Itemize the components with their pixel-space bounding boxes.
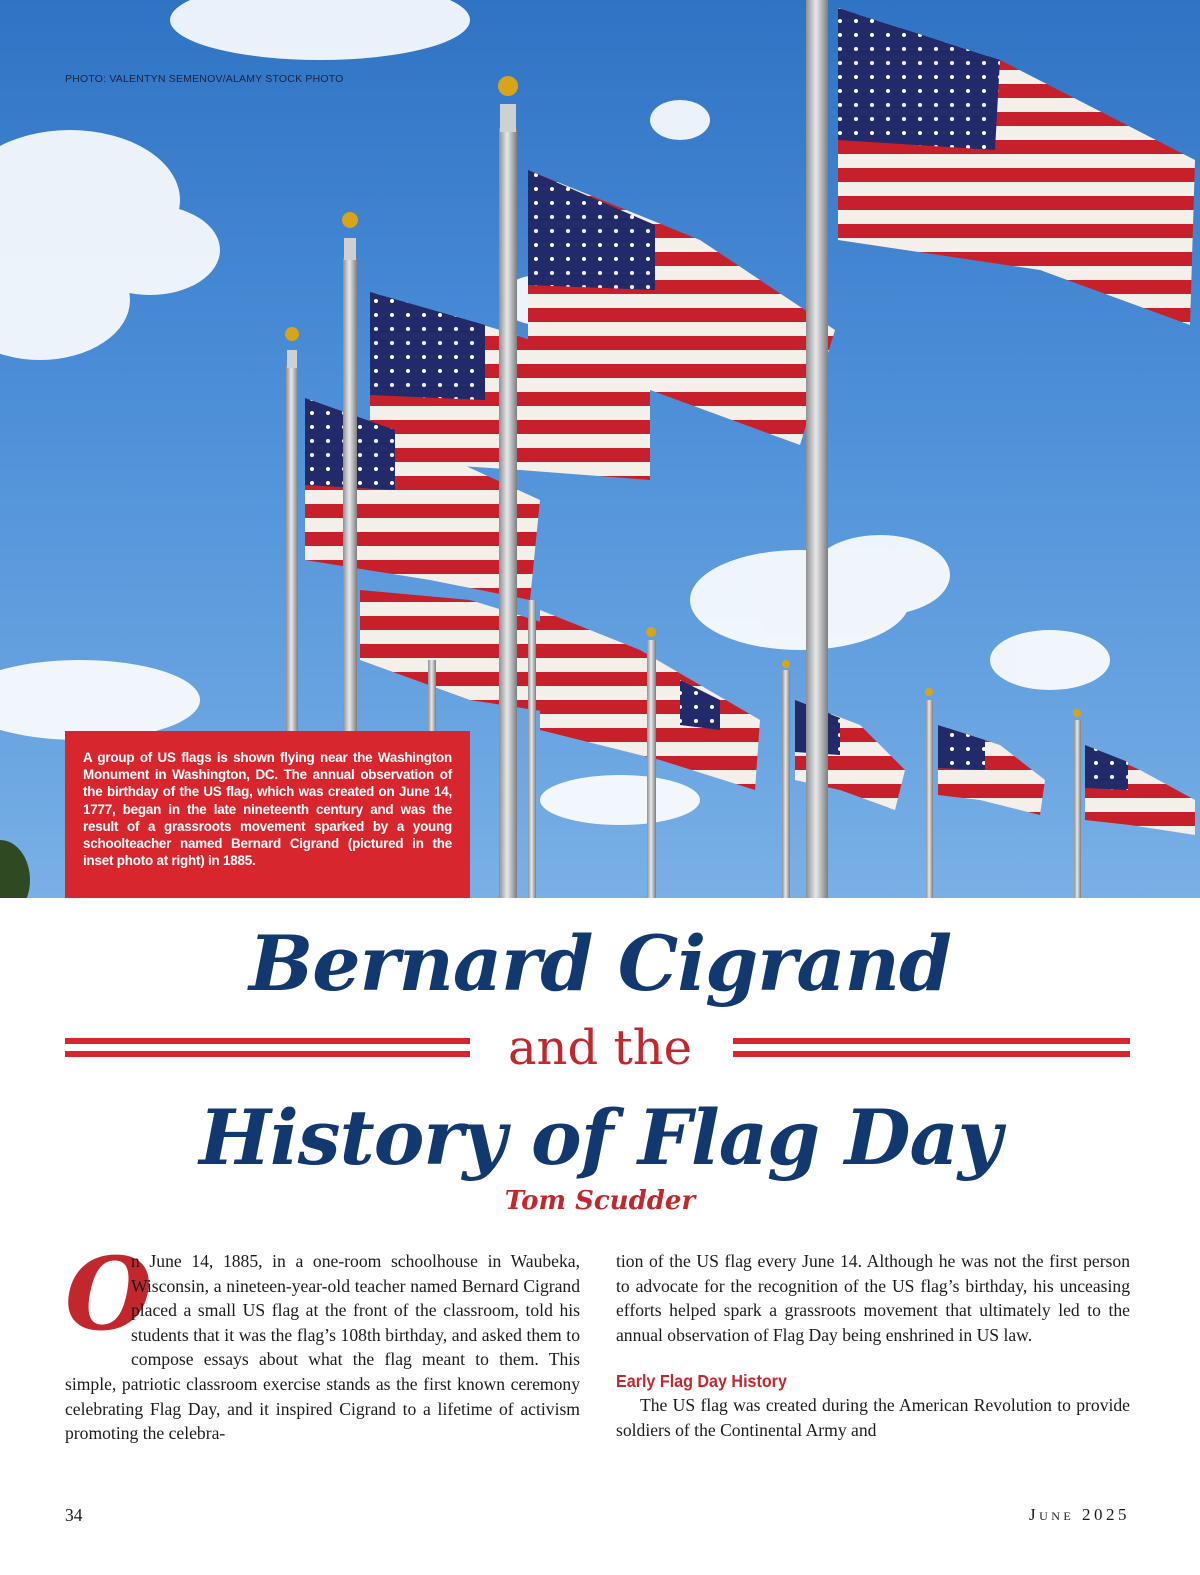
article-column-right xyxy=(616,1249,1130,1443)
drop-cap: O xyxy=(65,1235,153,1353)
byline: Tom Scudder xyxy=(504,1186,696,1216)
photo-credit: PHOTO: VALENTYN SEMENOV/ALAMY STOCK PHOTO xyxy=(65,73,344,85)
paragraph: tion of the US flag every June 14. Although he was not the first person to advocate for the recognition of the US flag’s birthday, his unceasing efforts helped spark a grassroots movement that ultimately led to the annual observation of Flag Day being enshrined in US law. xyxy=(616,1251,1130,1345)
photo-caption-box xyxy=(65,731,470,898)
article-column-left xyxy=(65,1235,580,1446)
title-rule-right xyxy=(733,1038,1130,1058)
photo-caption: A group of US flags is shown flying near the Washington Monument in Washington, DC. The annual observation of the birthday of the US flag, which was created on June 14, 1777, began in the late nineteenth century and was the result of a grassroots movement sparked by a young schoolteacher named Bernard Cigrand (pictured in the inset photo at right) in 1885. xyxy=(83,750,452,869)
foliage xyxy=(0,840,30,898)
paragraph-text: n June 14, 1885, in a one-room schoolhouse in Waubeka, Wisconsin, a nineteen-year-old teacher named Bernard Cigrand placed a small US flag at the front of the classroom, told his students that it was the flag’s 108th birthday, and asked them to compose essays about what the flag meant to them. This simple, patriotic classroom exercise stands as the first known ceremony celebrating Flag Day, and it inspired Cigrand to a lifetime of activism promoting the celebra- xyxy=(65,1251,580,1444)
paragraph xyxy=(65,1235,580,1446)
title-line-2: and the xyxy=(507,1020,693,1076)
page-number: 34 xyxy=(65,1505,83,1525)
issue-date: June 2025 xyxy=(1028,1505,1130,1524)
flag-group xyxy=(305,8,1195,835)
title-line-1: Bernard Cigrand xyxy=(249,919,951,1008)
paragraph: The US flag was created during the American Revolution to provide soldiers of the Continental Army and xyxy=(616,1395,1130,1440)
title-line-3: History of Flag Day xyxy=(199,1093,1001,1182)
section-subhead: Early Flag Day History xyxy=(616,1371,787,1392)
